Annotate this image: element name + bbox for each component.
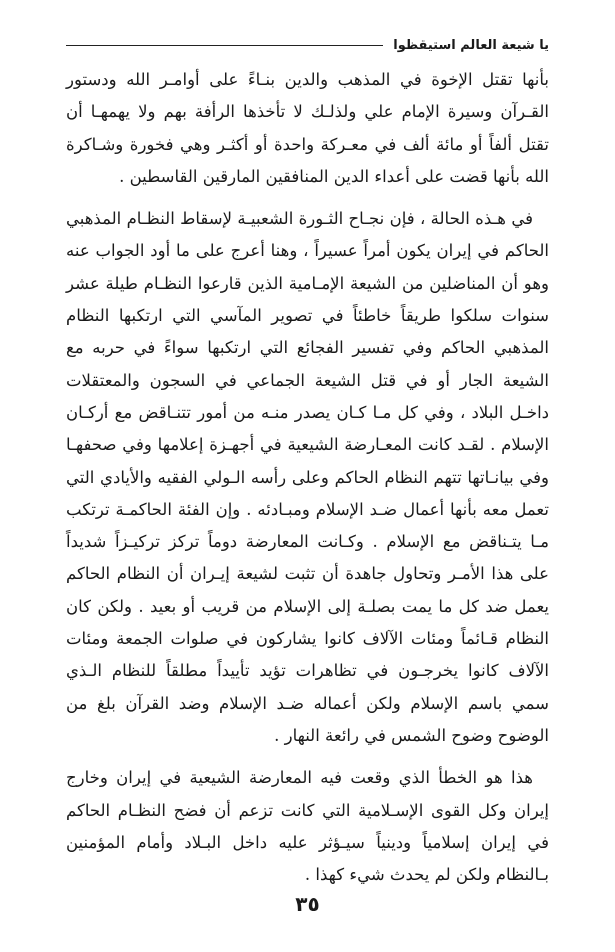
page-number: ٣٥ [295, 892, 320, 916]
paragraph-2: في هـذه الحالة ، فإن نجـاح الثـورة الشعبيـة لإسقاط النظـام المذهبي الحاكم في إيران يكون أمراً عسيراً ، وهنا أعرج على ما أود الجواب عنه وهو أن المناضلين من الشيعة الإمـامية الذين قارعوا النظـام طيلة عشر سنوات سلكوا طريقاً خاطئاً في تصوير المآسي التي ارتكبها النظام المذهبي الحاكم وفي تفسير الفجائع التي ارتكبها سواءً في حربه مع الشيعة الجار أو في قتل الشيعة الجماعي في السجون والمعتقلات داخـل البلاد ، وفي كل مـا كـان يصدر منـه من أمور تتنـاقض مع أركـان الإسلام . لقـد كانت المعـارضة الشيعية في أجهـزة إعلامها وفي صحفهـا وفي بيانـاتها تتهم النظام الحاكم وعلى رأسه الـولي الفقيه والأيادي التي تعمل معه بأنها أعمال ضـد الإسلام ومبـادئه . وإن الفئة الحاكمـة ترتكب مـا يتـناقض مع الإسلام . وكـانت المعارضة دوماً تركز تركيـزاً شديداً على هذا الأمـر وتحاول جاهدة أن تثبت لشيعة إيـران أن النظام الحاكم يعمل ضد كل ما يمت بصلـة إلى الإسلام من قريب أو بعيد . ولكن كان النظام قـائماً ومئات الآلاف كانوا يشاركون في صلوات الجمعة ومئات الآلاف كانوا يخرجـون في تظاهرات تؤيد تأييداً مطلقاً للنظام الـذي سمي باسم الإسلام ولكن أعماله ضـد الإسلام وضد القرآن بلغ من الوضوح وضوح الشمس في رائعة النهار . [66, 209, 549, 745]
running-title: يا شيعة العالم استيقظوا [393, 37, 549, 53]
paragraph-1: بأنها تقتل الإخوة في المذهب والدين بنـاءً على أوامـر الله ودستور القـرآن وسيرة الإمام علي ولذلـك لا تأخذها الرأفة بهم ولا يهمهـا أن تقتل ألفاً أو مائة ألف في معـركة واحدة أو أكثـر وهي فخورة وشـاكرة الله بأنها قضت على أعداء الدين المنافقين المارقين القاسطين . [66, 70, 549, 186]
body-text [66, 64, 549, 891]
header-rule [66, 45, 383, 46]
running-header [66, 34, 549, 56]
paragraph-3: هذا هو الخطأ الذي وقعت فيه المعارضة الشيعية في إيران وخارج إيران وكل القوى الإسـلامية التي كانت تزعم أن فضح النظـام الحاكم في إيران إسلامياً ودينياً سيـؤثر عليه داخل البـلاد وأمام المؤمنين بـالنظام ولكن لم يحدث شيء كهذا . [66, 768, 549, 885]
